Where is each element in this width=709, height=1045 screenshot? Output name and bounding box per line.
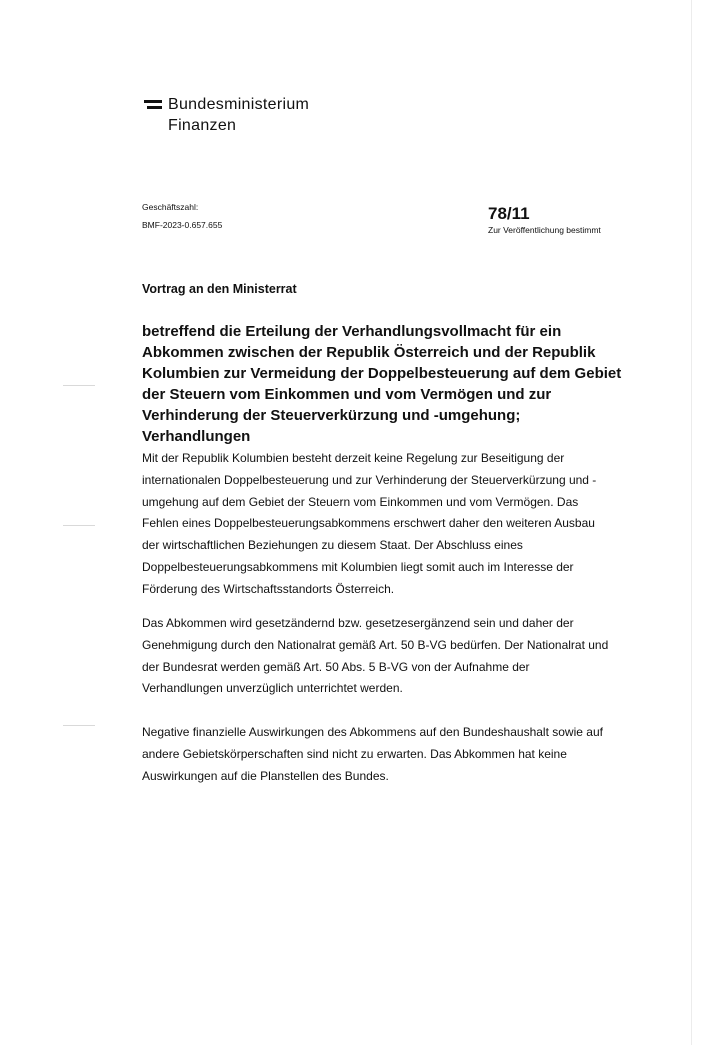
body-paragraph: Mit der Republik Kolumbien besteht derzeit keine Regelung zur Beseitigung der internationalen Doppelbesteuerung und zur Verhinderung der Steuerverkürzung und -umgehung auf dem Gebiet der Steuern vom Einkommen und vom Vermögen. Das Fehlen eines Doppelbesteuerungsabkommens erschwert daher den weiteren Ausbau der wirtschaftlichen Beziehungen zu diesem Staat. Der Abschluss eines Doppelbesteuerungsabkommens mit Kolumbien liegt somit auch im Interesse der Förderung des Wirtschaftsstandorts Österreich. [142, 451, 597, 596]
punch-mark [63, 385, 95, 386]
punch-mark [63, 725, 95, 726]
logo-text-line2: Finanzen [168, 117, 237, 134]
body-paragraph: Negative finanzielle Auswirkungen des Abkommens auf den Bundeshaushalt sowie auf andere Gebietskörperschaften sind nicht zu erwarten. Das Abkommen hat keine Auswirkungen auf die Planstellen des Bundes. [142, 725, 603, 783]
document-heading: Vortrag an den Ministerrat [142, 282, 297, 296]
body-paragraph: Das Abkommen wird gesetzändernd bzw. gesetzesergänzend sein und daher der Genehmigung durch den Nationalrat gemäß Art. 50 B-VG bedürfen. Der Nationalrat und der Bundesrat werden gemäß Art. 50 Abs. 5 B-VG von der Aufnahme der Verhandlungen unverzüglich unterrichtet werden. [142, 616, 609, 696]
scan-edge-line [691, 0, 692, 1045]
document-number: 78/11 [488, 204, 530, 223]
reference-label: Geschäftszahl: [142, 202, 199, 212]
bmf-logo-bars-icon [144, 100, 162, 112]
punch-mark [63, 525, 95, 526]
document-subject: betreffend die Erteilung der Verhandlungsvollmacht für ein Abkommen zwischen der Republik Österreich und der Republik Kolumbien zur Vermeidung der Doppelbesteuerung auf dem Gebiet der Steuern vom Einkommen und vom Vermögen und zur Verhinderung der Steuerverkürzung und -umgehung; Verhandlungen [142, 323, 622, 445]
logo-text-line1: Bundesministerium [168, 96, 310, 113]
publication-note: Zur Veröffentlichung bestimmt [488, 225, 601, 235]
reference-number: BMF-2023-0.657.655 [142, 220, 223, 230]
